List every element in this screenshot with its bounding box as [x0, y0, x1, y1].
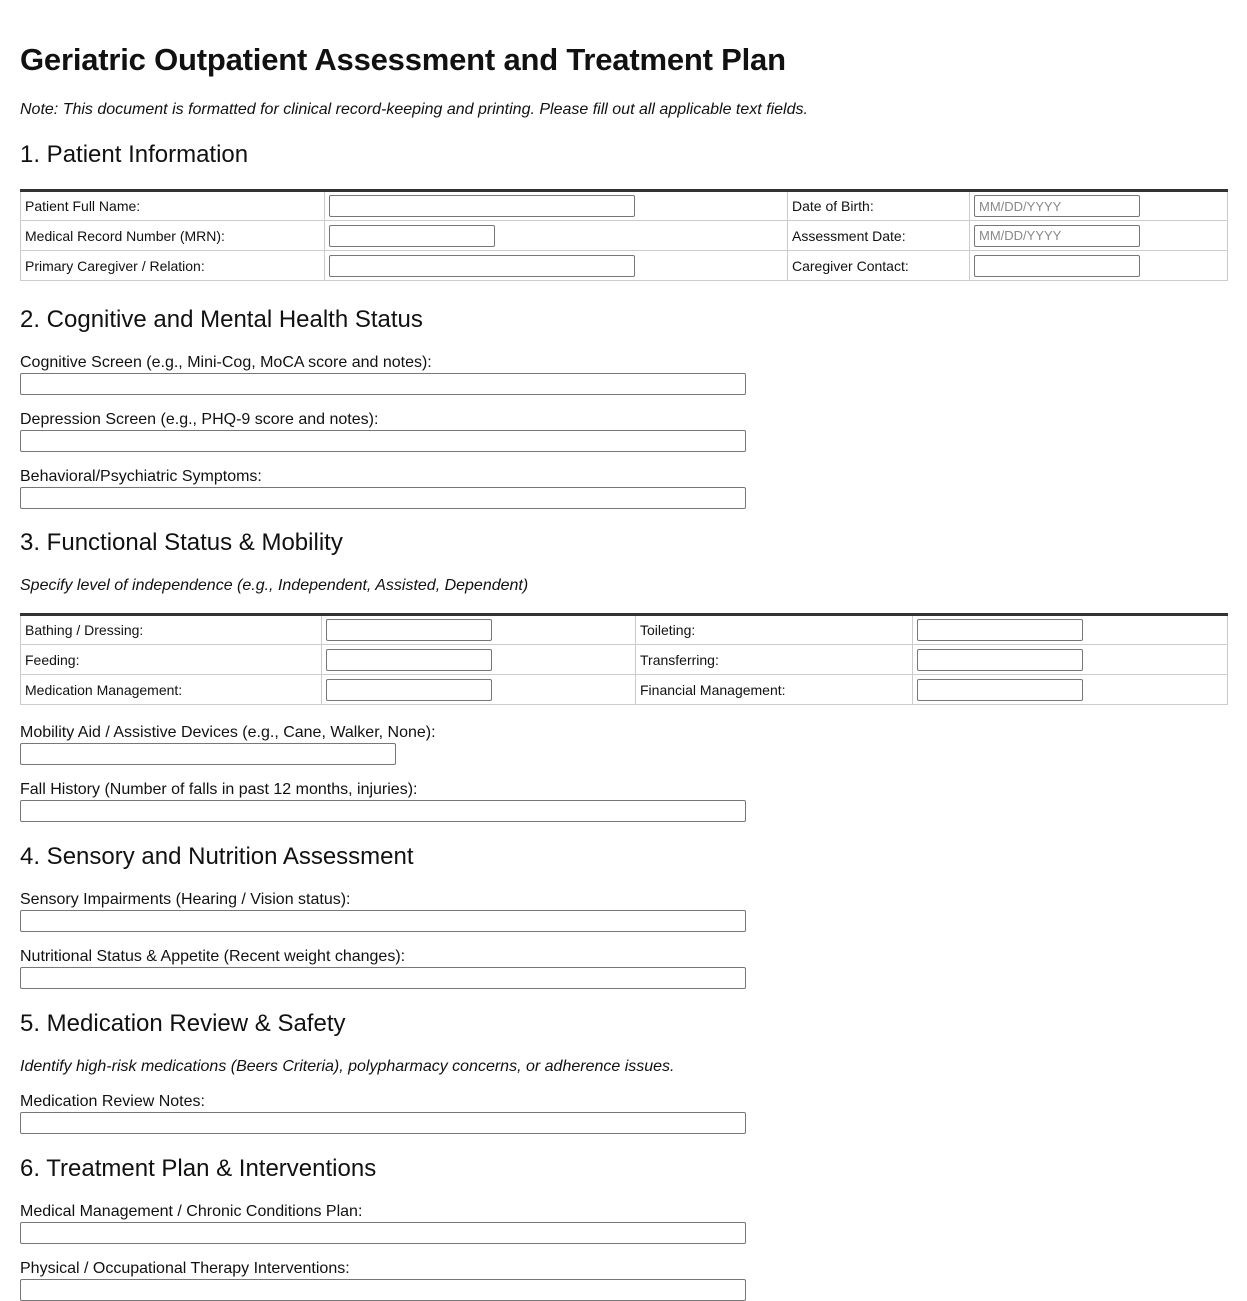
medical-management-input[interactable]	[20, 1222, 746, 1244]
date-of-birth-input[interactable]	[974, 195, 1140, 217]
therapy-interventions-input[interactable]	[20, 1279, 746, 1301]
functional-status-table	[20, 613, 1228, 705]
medication-management-label: Medication Management:	[21, 675, 322, 705]
functional-instruction: Specify level of independence (e.g., Independent, Assisted, Dependent)	[20, 577, 529, 594]
mobility-aid-input[interactable]	[20, 743, 396, 765]
medication-management-input[interactable]	[326, 679, 492, 701]
table-row	[21, 221, 1228, 251]
medication-instruction: Identify high-risk medications (Beers Criteria), polypharmacy concerns, or adherence issues.	[20, 1058, 675, 1075]
financial-management-label: Financial Management:	[636, 675, 913, 705]
therapy-interventions-label: Physical / Occupational Therapy Interventions:	[20, 1260, 350, 1277]
medical-management-label: Medical Management / Chronic Conditions Plan:	[20, 1203, 363, 1220]
mrn-label: Medical Record Number (MRN):	[21, 221, 325, 251]
section-heading-functional-status: 3. Functional Status & Mobility	[20, 529, 343, 556]
assessment-date-label: Assessment Date:	[788, 221, 970, 251]
nutritional-status-input[interactable]	[20, 967, 746, 989]
section-heading-cognitive-mental-health: 2. Cognitive and Mental Health Status	[20, 306, 423, 333]
date-of-birth-label: Date of Birth:	[788, 191, 970, 221]
fall-history-input[interactable]	[20, 800, 746, 822]
cognitive-screen-input[interactable]	[20, 373, 746, 395]
behavioral-symptoms-input[interactable]	[20, 487, 746, 509]
cognitive-screen-label: Cognitive Screen (e.g., Mini-Cog, MoCA score and notes):	[20, 354, 432, 371]
bathing-dressing-label: Bathing / Dressing:	[21, 615, 322, 645]
financial-management-input[interactable]	[917, 679, 1083, 701]
table-row	[21, 645, 1228, 675]
page-title: Geriatric Outpatient Assessment and Treatment Plan	[20, 42, 786, 77]
section-heading-medication-review: 5. Medication Review & Safety	[20, 1010, 346, 1037]
sensory-impairments-label: Sensory Impairments (Hearing / Vision status):	[20, 891, 351, 908]
section-heading-sensory-nutrition: 4. Sensory and Nutrition Assessment	[20, 843, 414, 870]
primary-caregiver-label: Primary Caregiver / Relation:	[21, 251, 325, 281]
table-row	[21, 251, 1228, 281]
nutritional-status-label: Nutritional Status & Appetite (Recent weight changes):	[20, 948, 406, 965]
transferring-input[interactable]	[917, 649, 1083, 671]
caregiver-contact-input[interactable]	[974, 255, 1140, 277]
medication-review-notes-label: Medication Review Notes:	[20, 1093, 205, 1110]
depression-screen-label: Depression Screen (e.g., PHQ-9 score and notes):	[20, 411, 379, 428]
transferring-label: Transferring:	[636, 645, 913, 675]
feeding-label: Feeding:	[21, 645, 322, 675]
table-row	[21, 191, 1228, 221]
caregiver-contact-label: Caregiver Contact:	[788, 251, 970, 281]
patient-name-input[interactable]	[329, 195, 635, 217]
primary-caregiver-input[interactable]	[329, 255, 635, 277]
toileting-label: Toileting:	[636, 615, 913, 645]
behavioral-symptoms-label: Behavioral/Psychiatric Symptoms:	[20, 468, 262, 485]
form-note: Note: This document is formatted for clinical record-keeping and printing. Please fill out all applicable text fields.	[20, 101, 808, 118]
assessment-date-input[interactable]	[974, 225, 1140, 247]
patient-name-label: Patient Full Name:	[21, 191, 325, 221]
table-row	[21, 615, 1228, 645]
section-heading-patient-information: 1. Patient Information	[20, 141, 249, 168]
feeding-input[interactable]	[326, 649, 492, 671]
mobility-aid-label: Mobility Aid / Assistive Devices (e.g., Cane, Walker, None):	[20, 724, 436, 741]
section-heading-treatment-plan: 6. Treatment Plan & Interventions	[20, 1155, 377, 1182]
fall-history-label: Fall History (Number of falls in past 12 months, injuries):	[20, 781, 418, 798]
depression-screen-input[interactable]	[20, 430, 746, 452]
mrn-input[interactable]	[329, 225, 495, 247]
medication-review-notes-input[interactable]	[20, 1112, 746, 1134]
patient-information-table	[20, 189, 1228, 281]
toileting-input[interactable]	[917, 619, 1083, 641]
bathing-dressing-input[interactable]	[326, 619, 492, 641]
sensory-impairments-input[interactable]	[20, 910, 746, 932]
table-row	[21, 675, 1228, 705]
